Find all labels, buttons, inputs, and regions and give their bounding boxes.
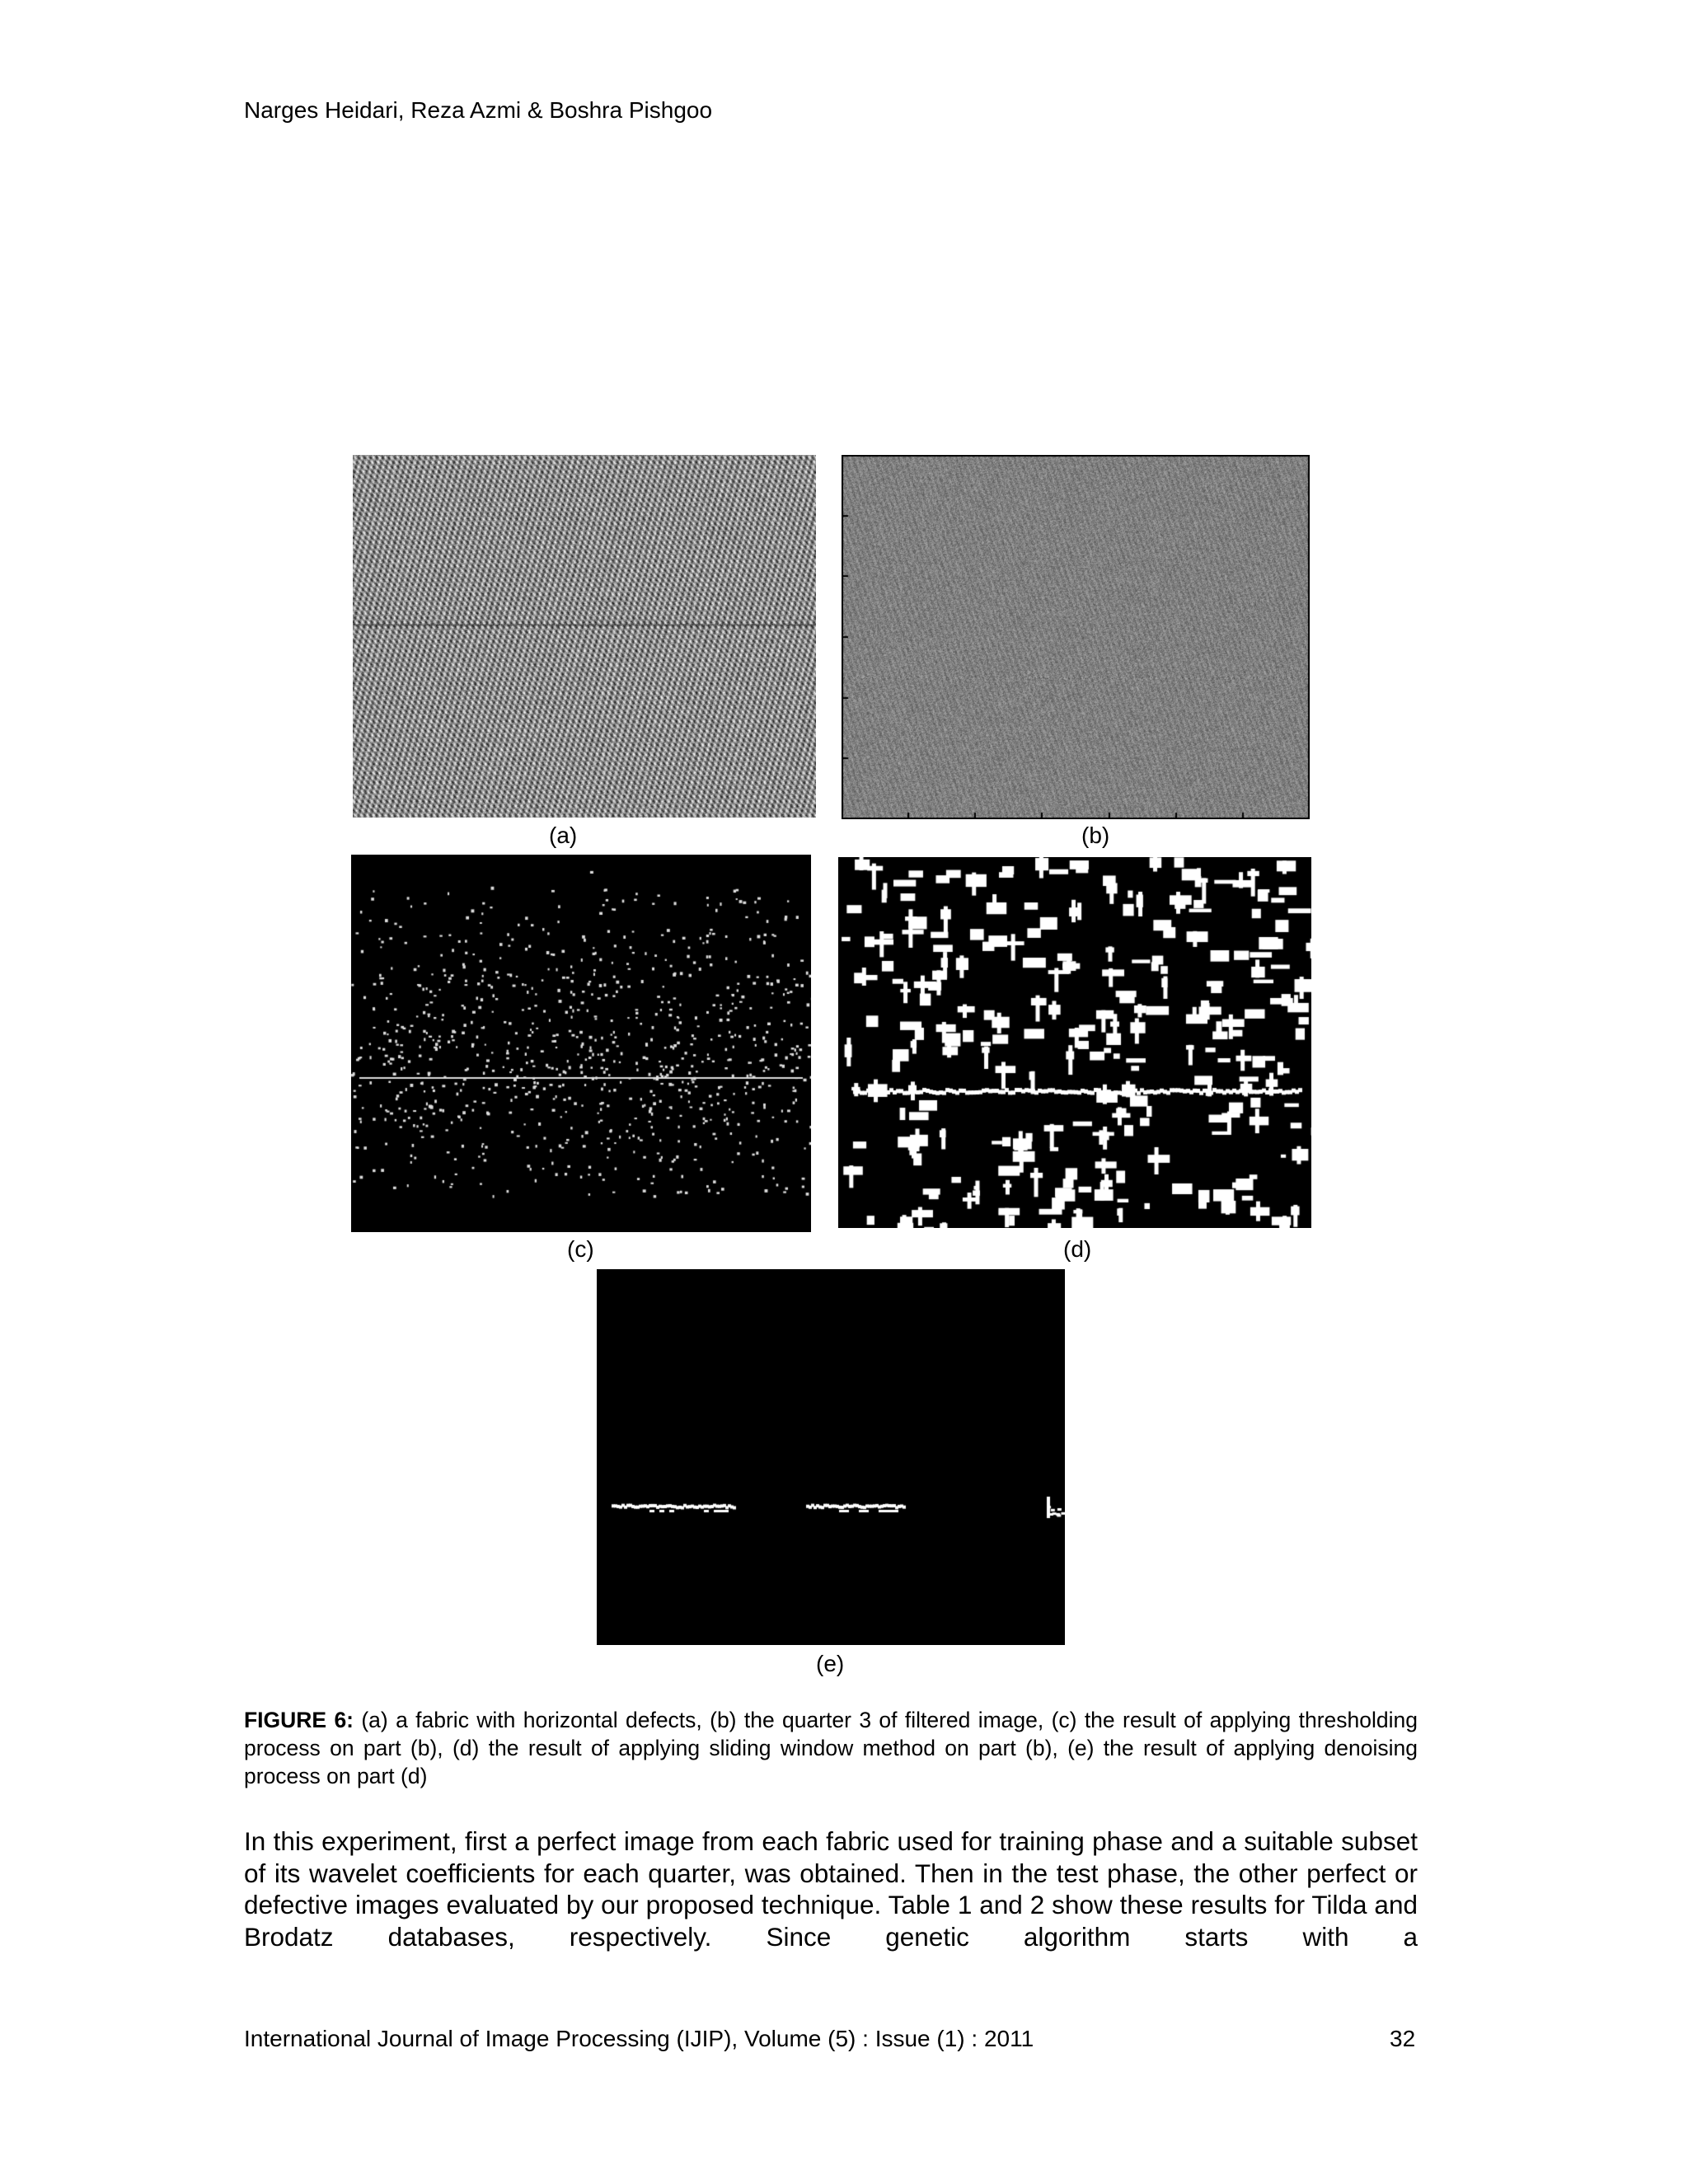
figure-panel-e [597, 1269, 1065, 1645]
caption-lead: FIGURE 6: [244, 1708, 354, 1732]
footer-journal: International Journal of Image Processing (IJIP), Volume (5) : Issue (1) : 2011 [244, 2026, 1034, 2051]
running-header: Narges Heidari, Reza Azmi & Boshra Pishgoo [244, 97, 713, 123]
figure-panel-b [842, 455, 1310, 819]
panel-label-c: (c) [567, 1236, 594, 1262]
page-number: 32 [1390, 2026, 1416, 2051]
caption-text: (a) a fabric with horizontal defects, (b) the quarter 3 of filtered image, (c) the result of applying thresholding process on part (b), (d) the result of applying sliding window method on part (b), (e) the result of applying denoising process on part (d) [244, 1708, 1418, 1788]
sliding-window-image [838, 857, 1311, 1228]
filtered-image [842, 455, 1310, 819]
panel-label-b: (b) [1081, 823, 1110, 848]
panel-label-d: (d) [1063, 1236, 1092, 1262]
figure-panel-a [353, 455, 816, 818]
figure-panel-c [351, 855, 811, 1232]
thresholded-image [351, 855, 811, 1232]
panel-label-a: (a) [549, 823, 578, 848]
figure-panel-d [838, 857, 1311, 1228]
denoised-image [597, 1269, 1065, 1645]
fabric-texture-image [353, 455, 816, 818]
figure-caption [244, 1706, 1418, 1790]
body-paragraph: In this experiment, first a perfect image from each fabric used for training phase and a suitable subset of its wavelet coefficients for each quarter, was obtained. Then in the test phase, the other perfect or defective images evaluated by our proposed technique. Table 1 and 2 show these results for Tilda and Brodatz databases, respectively. Since genetic algorithm starts with a [244, 1826, 1418, 1952]
panel-label-e: (e) [816, 1651, 845, 1676]
